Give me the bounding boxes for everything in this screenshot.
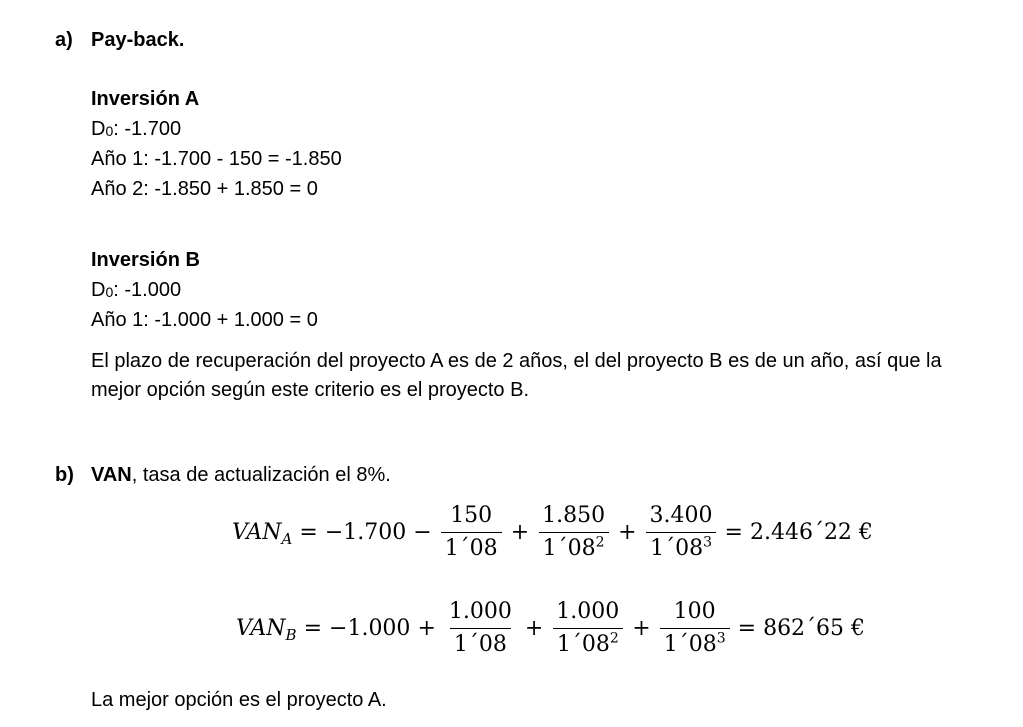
payback-conclusion: El plazo de recuperación del proyecto A es de 2 años, el del proyecto B es de un año, así que la mejor opción según este criterio es el proyecto B. <box>91 350 942 401</box>
inversion-a-year1: Año 1: -1.700 - 150 = -1.850 <box>91 148 342 170</box>
inversion-b-year1: Año 1: -1.000 + 1.000 = 0 <box>91 309 318 331</box>
van-bold: VAN <box>91 464 132 486</box>
inversion-a-title: Inversión A <box>91 88 200 110</box>
section-b-label: b) <box>55 464 74 486</box>
exponent: 3 <box>716 630 726 647</box>
operator: + <box>524 616 544 641</box>
numerator: 1.000 <box>556 599 620 624</box>
d0-letter: D <box>91 279 106 301</box>
operator: + <box>417 616 436 641</box>
section-a-title: Pay-back. <box>91 29 185 51</box>
fraction <box>660 598 730 659</box>
denominator: 1´08 <box>441 532 502 563</box>
van-b-result: = 862´65 € <box>737 616 866 641</box>
van-rest: , tasa de actualización el 8%. <box>131 464 391 486</box>
van-b-lhs-sub: B <box>285 626 297 644</box>
van-a-lhs-sub: A <box>281 530 293 548</box>
d0-letter: D <box>91 118 106 140</box>
denominator: $1´08^2$ <box>553 628 623 659</box>
van-b-equation <box>236 598 865 659</box>
van-a-equation <box>232 502 873 563</box>
exponent: 2 <box>595 534 605 551</box>
denominator: $1´08^3$ <box>660 628 730 659</box>
equals-sign: = <box>303 616 323 641</box>
denominator: $1´08^3$ <box>646 532 716 563</box>
d0-value: : -1.700 <box>113 118 182 140</box>
d0-subscript: 0 <box>105 284 114 300</box>
fraction <box>538 502 609 563</box>
numerator: 1.850 <box>542 503 606 528</box>
d0-value: : -1.000 <box>113 279 182 301</box>
van-a-result: = 2.446´22 € <box>724 520 873 545</box>
operator: + <box>632 616 651 641</box>
fraction <box>441 502 502 563</box>
van-b-initial: −1.000 <box>329 616 411 641</box>
numerator: 1.000 <box>448 599 512 624</box>
inversion-a-year2: Año 2: -1.850 + 1.850 = 0 <box>91 178 318 200</box>
equals-sign: = <box>299 520 318 545</box>
d0-subscript: 0 <box>105 123 114 139</box>
section-a-label: a) <box>55 29 73 51</box>
fraction <box>445 598 516 659</box>
operator: + <box>618 520 637 545</box>
numerator: 100 <box>673 599 716 624</box>
van-a-initial: −1.700 <box>324 520 407 545</box>
inversion-b-title: Inversión B <box>91 249 200 271</box>
denominator: $1´08^2$ <box>539 532 609 563</box>
inversion-b-d0 <box>91 276 181 306</box>
van-conclusion: La mejor opción es el proyecto A. <box>91 689 387 711</box>
fraction <box>552 598 623 659</box>
van-a-lhs: VAN <box>232 520 282 545</box>
fraction <box>646 502 717 563</box>
operator: + <box>510 520 530 545</box>
exponent: 2 <box>609 630 619 647</box>
section-b-title <box>91 461 391 490</box>
denominator: 1´08 <box>450 628 511 659</box>
inversion-a-d0 <box>91 115 181 145</box>
operator: − <box>413 520 432 545</box>
van-b-lhs: VAN <box>236 616 286 641</box>
numerator: 150 <box>450 503 493 528</box>
numerator: 3.400 <box>649 503 713 528</box>
exponent: 3 <box>703 534 712 551</box>
